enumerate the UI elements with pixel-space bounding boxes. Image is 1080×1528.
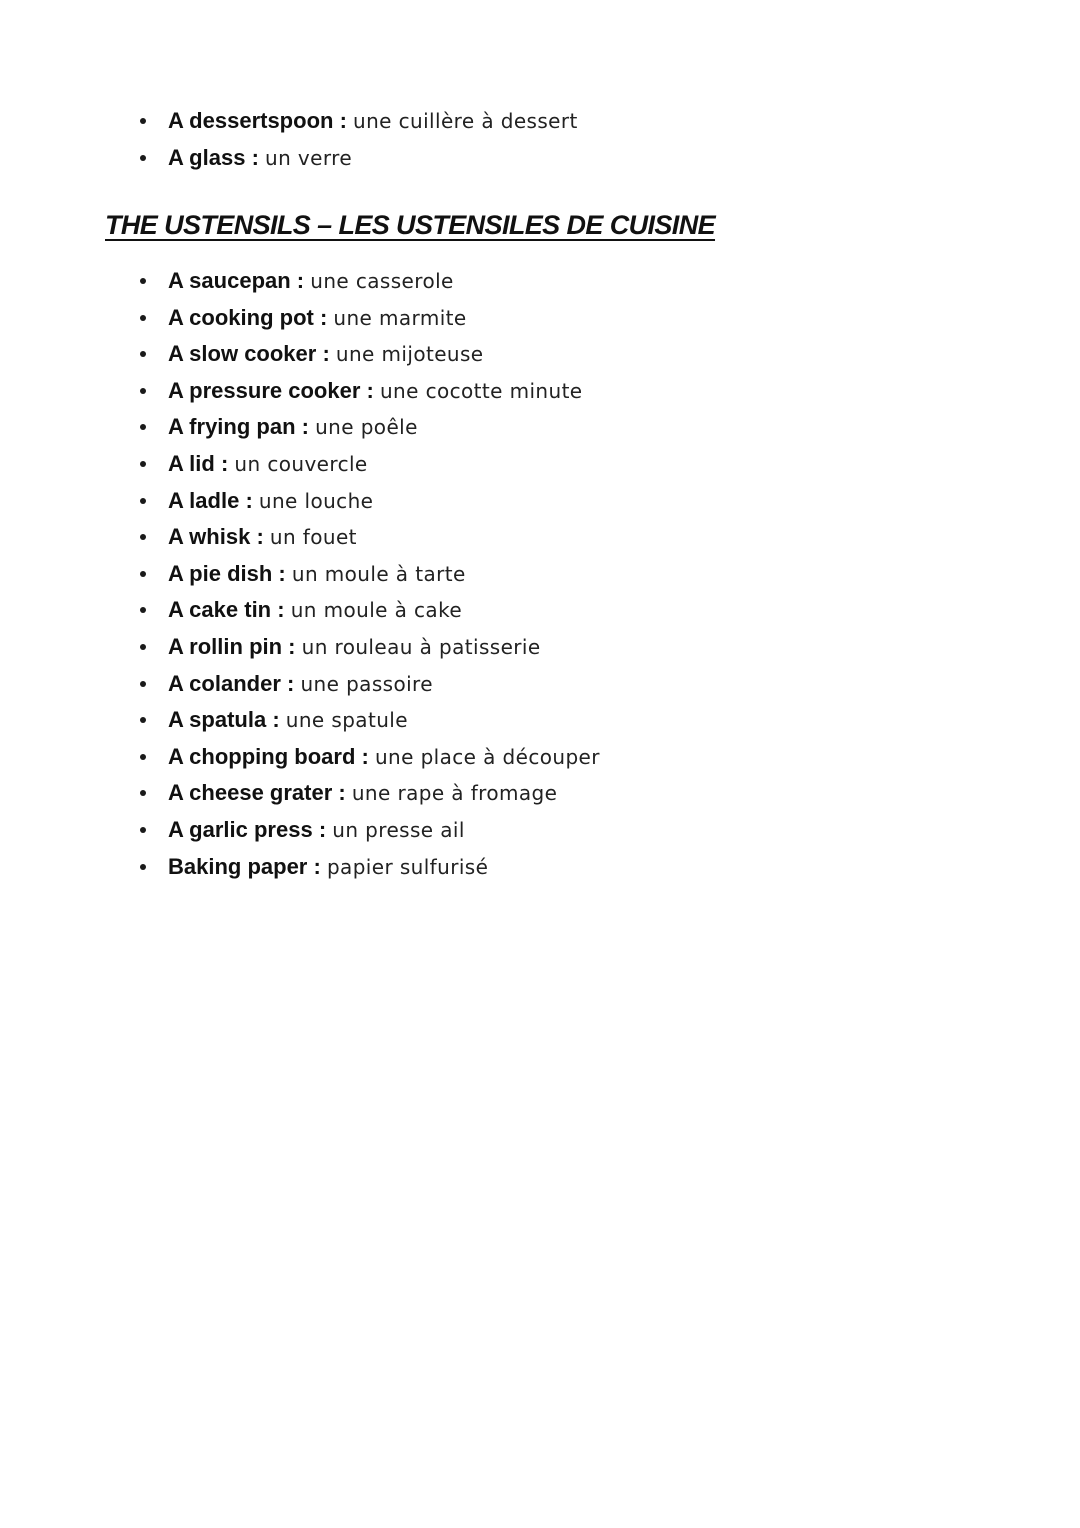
english-term: A dessertspoon: [168, 108, 334, 133]
bullet-icon: [140, 534, 146, 540]
bullet-icon: [140, 571, 146, 577]
french-translation: un fouet: [269, 525, 357, 550]
term-separator: :: [312, 816, 333, 842]
french-translation: un presse ail: [332, 817, 465, 842]
english-term: A spatula: [168, 707, 267, 733]
french-translation: une marmite: [333, 305, 467, 330]
term-separator: :: [313, 304, 334, 330]
vocab-entry: [168, 666, 433, 703]
vocab-entry: [168, 739, 600, 776]
english-term: A saucepan: [168, 268, 291, 293]
french-translation: une place à découper: [374, 744, 600, 769]
french-translation: une cocotte minute: [379, 378, 583, 403]
term-separator: :: [355, 743, 375, 769]
bullet-icon: [140, 461, 146, 467]
term-separator: :: [266, 707, 286, 733]
french-translation: une mijoteuse: [335, 342, 484, 367]
vocab-entry: [168, 519, 357, 556]
english-term: A cooking pot: [168, 304, 314, 330]
english-term: A whisk: [168, 524, 251, 550]
english-term: A frying pan: [168, 414, 296, 440]
english-term: A cheese grater: [168, 780, 333, 806]
french-translation: un moule à tarte: [291, 561, 466, 586]
section-heading: THE USTENSILS – LES USTENSILES DE CUISINE: [105, 210, 716, 240]
bullet-icon: [140, 644, 146, 650]
french-translation: une casserole: [310, 269, 454, 293]
french-translation: une cuillère à dessert: [353, 109, 578, 133]
term-separator: :: [295, 414, 316, 440]
vocab-entry: [168, 446, 368, 483]
bullet-icon: [140, 118, 146, 124]
french-translation: une rape à fromage: [351, 781, 558, 806]
term-separator: :: [316, 341, 336, 367]
bullet-icon: [140, 681, 146, 687]
vocab-entry: [168, 483, 373, 520]
term-separator: :: [290, 268, 311, 293]
french-translation: une louche: [258, 488, 374, 513]
english-term: A ladle: [168, 487, 240, 513]
vocab-entry: [168, 849, 488, 886]
vocab-entry: [168, 409, 418, 446]
term-separator: :: [239, 487, 259, 513]
french-translation: un moule à cake: [290, 598, 463, 623]
english-term: A garlic press: [168, 816, 313, 842]
vocab-entry: [168, 300, 467, 337]
french-translation: un couvercle: [234, 451, 368, 476]
term-separator: :: [245, 144, 266, 170]
term-separator: :: [307, 853, 327, 879]
bullet-icon: [140, 155, 146, 161]
french-translation: un verre: [265, 145, 353, 170]
term-separator: :: [360, 377, 380, 403]
vocab-entry: [168, 336, 484, 373]
english-term: A pressure cooker: [168, 377, 361, 403]
french-translation: un rouleau à patisserie: [301, 634, 541, 659]
term-separator: :: [280, 670, 301, 696]
french-translation: papier sulfurisé: [326, 854, 489, 879]
vocab-entry: [168, 592, 462, 629]
french-translation: une passoire: [300, 671, 433, 696]
term-separator: :: [282, 633, 302, 659]
vocab-entry: [168, 702, 408, 739]
term-separator: :: [271, 597, 291, 623]
term-separator: :: [250, 524, 270, 550]
bullet-icon: [140, 498, 146, 504]
vocab-entry: [168, 629, 541, 666]
bullet-icon: [140, 827, 146, 833]
bullet-icon: [140, 864, 146, 870]
bullet-icon: [140, 607, 146, 613]
english-term: A lid: [168, 450, 215, 476]
vocab-entry: [168, 556, 466, 593]
bullet-icon: [140, 315, 146, 321]
french-translation: une poêle: [315, 415, 418, 440]
french-translation: une spatule: [285, 708, 408, 733]
vocab-entry: [168, 812, 465, 849]
bullet-icon: [140, 754, 146, 760]
english-term: A chopping board: [168, 743, 356, 769]
term-separator: :: [332, 780, 352, 806]
english-term: A glass: [168, 144, 246, 170]
english-term: A cake tin: [168, 597, 272, 623]
english-term: A slow cooker: [168, 341, 317, 367]
english-term: A colander: [168, 670, 281, 696]
vocab-entry: [168, 263, 454, 300]
bullet-icon: [140, 717, 146, 723]
english-term: A rollin pin: [168, 633, 283, 659]
bullet-icon: [140, 790, 146, 796]
bullet-icon: [140, 388, 146, 394]
vocab-entry: [168, 775, 557, 812]
vocab-entry: [168, 140, 352, 177]
vocab-entry: [168, 103, 578, 140]
english-term: A pie dish: [168, 560, 273, 586]
bullet-icon: [140, 424, 146, 430]
bullet-icon: [140, 278, 146, 284]
vocab-entry: [168, 373, 583, 410]
term-separator: :: [272, 560, 292, 586]
english-term: Baking paper: [168, 853, 308, 879]
bullet-icon: [140, 351, 146, 357]
term-separator: :: [333, 108, 354, 133]
term-separator: :: [214, 450, 235, 476]
